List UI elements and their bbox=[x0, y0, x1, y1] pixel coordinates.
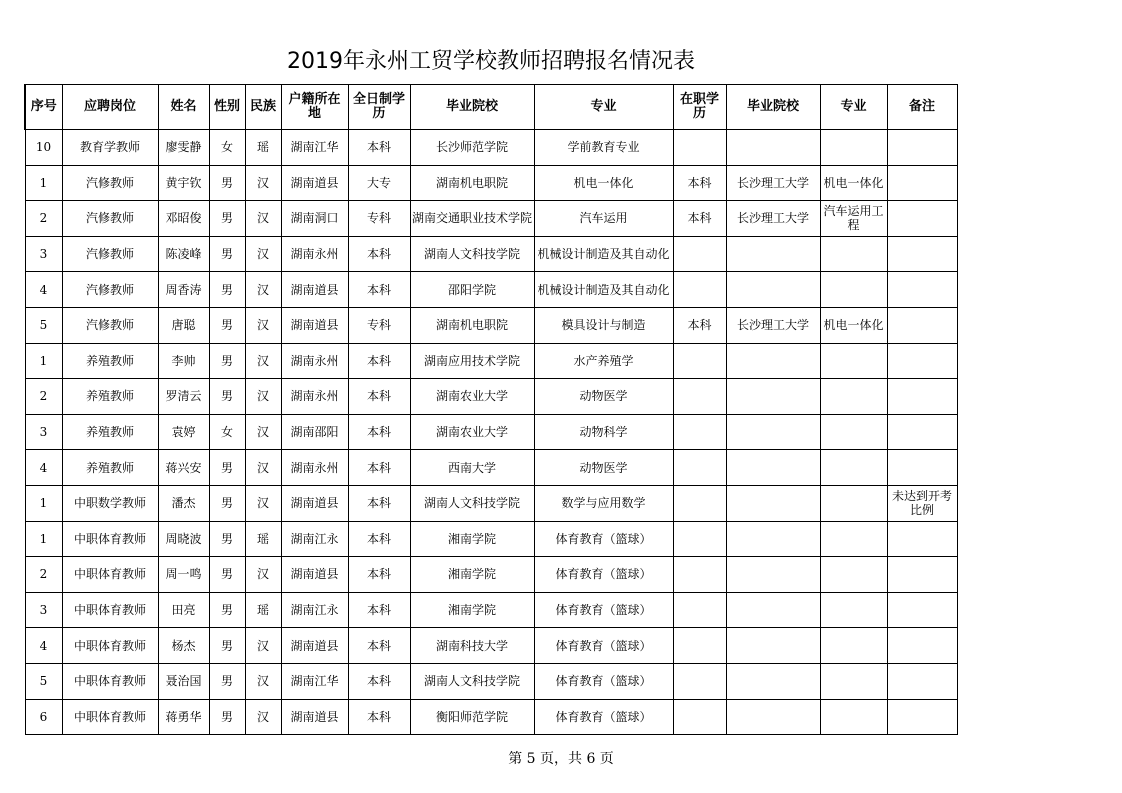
table-cell: 汉 bbox=[245, 663, 281, 699]
column-header: 性别 bbox=[209, 85, 245, 130]
table-cell: 湖南道县 bbox=[281, 628, 348, 664]
table-row bbox=[25, 663, 957, 699]
table-cell bbox=[726, 699, 820, 735]
table-cell bbox=[887, 379, 957, 415]
table-cell: 李帅 bbox=[158, 343, 209, 379]
table-row bbox=[25, 521, 957, 557]
table-cell: 动物医学 bbox=[534, 379, 673, 415]
table-cell bbox=[820, 450, 887, 486]
table-cell bbox=[726, 557, 820, 593]
table-cell bbox=[820, 628, 887, 664]
table-cell: 湖南应用技术学院 bbox=[410, 343, 534, 379]
table-cell: 湖南道县 bbox=[281, 307, 348, 343]
table-cell: 体育教育（篮球） bbox=[534, 699, 673, 735]
table-row bbox=[25, 592, 957, 628]
table-cell: 陈凌峰 bbox=[158, 236, 209, 272]
table-cell: 汉 bbox=[245, 201, 281, 237]
table-cell: 学前教育专业 bbox=[534, 130, 673, 166]
table-row bbox=[25, 165, 957, 201]
table-cell bbox=[673, 592, 726, 628]
table-cell: 专科 bbox=[348, 201, 410, 237]
table-cell: 男 bbox=[209, 343, 245, 379]
table-cell bbox=[820, 592, 887, 628]
table-cell: 4 bbox=[25, 272, 62, 308]
table-cell: 汽修教师 bbox=[62, 236, 158, 272]
table-cell: 杨杰 bbox=[158, 628, 209, 664]
table-cell: 湖南江永 bbox=[281, 521, 348, 557]
table-cell: 湖南永州 bbox=[281, 379, 348, 415]
table-cell bbox=[820, 236, 887, 272]
table-cell: 黄宇钦 bbox=[158, 165, 209, 201]
table-cell bbox=[726, 628, 820, 664]
table-cell bbox=[887, 663, 957, 699]
table-cell: 1 bbox=[25, 165, 62, 201]
column-header: 应聘岗位 bbox=[62, 85, 158, 130]
table-cell bbox=[887, 628, 957, 664]
table-cell bbox=[887, 236, 957, 272]
table-cell: 6 bbox=[25, 699, 62, 735]
table-cell bbox=[887, 130, 957, 166]
column-header: 毕业院校 bbox=[410, 85, 534, 130]
table-cell: 4 bbox=[25, 450, 62, 486]
table-row bbox=[25, 272, 957, 308]
table-cell: 汉 bbox=[245, 165, 281, 201]
table-cell: 本科 bbox=[348, 272, 410, 308]
table-cell bbox=[820, 485, 887, 521]
table-cell: 湖南机电职院 bbox=[410, 165, 534, 201]
table-cell bbox=[673, 343, 726, 379]
table-cell: 本科 bbox=[348, 663, 410, 699]
table-cell bbox=[726, 663, 820, 699]
table-cell bbox=[673, 379, 726, 415]
column-header: 民族 bbox=[245, 85, 281, 130]
table-cell: 湖南道县 bbox=[281, 699, 348, 735]
table-cell: 3 bbox=[25, 236, 62, 272]
table-cell: 汽车运用工程 bbox=[820, 201, 887, 237]
table-cell: 周一鸣 bbox=[158, 557, 209, 593]
table-cell: 男 bbox=[209, 307, 245, 343]
table-cell: 汉 bbox=[245, 485, 281, 521]
column-header: 备注 bbox=[887, 85, 957, 130]
table-cell: 湖南道县 bbox=[281, 272, 348, 308]
table-cell: 湖南农业大学 bbox=[410, 379, 534, 415]
table-row bbox=[25, 450, 957, 486]
table-cell: 2 bbox=[25, 201, 62, 237]
table-cell: 男 bbox=[209, 272, 245, 308]
table-cell: 邓昭俊 bbox=[158, 201, 209, 237]
table-cell: 湖南农业大学 bbox=[410, 414, 534, 450]
table-cell: 汉 bbox=[245, 699, 281, 735]
table-row bbox=[25, 379, 957, 415]
table-cell: 汉 bbox=[245, 343, 281, 379]
table-cell: 廖雯静 bbox=[158, 130, 209, 166]
table-cell: 本科 bbox=[673, 307, 726, 343]
table-cell: 长沙师范学院 bbox=[410, 130, 534, 166]
table-cell: 湖南江华 bbox=[281, 130, 348, 166]
table-cell bbox=[673, 557, 726, 593]
table-cell: 汽修教师 bbox=[62, 272, 158, 308]
table-cell bbox=[887, 450, 957, 486]
table-cell bbox=[726, 272, 820, 308]
table-cell: 本科 bbox=[348, 557, 410, 593]
table-cell: 本科 bbox=[348, 379, 410, 415]
table-cell bbox=[673, 450, 726, 486]
table-cell: 男 bbox=[209, 201, 245, 237]
table-cell: 男 bbox=[209, 450, 245, 486]
table-cell: 模具设计与制造 bbox=[534, 307, 673, 343]
table-cell: 湖南道县 bbox=[281, 557, 348, 593]
table-cell: 本科 bbox=[348, 628, 410, 664]
table-cell: 男 bbox=[209, 557, 245, 593]
table-cell: 汽车运用 bbox=[534, 201, 673, 237]
table-cell: 5 bbox=[25, 307, 62, 343]
table-cell bbox=[726, 130, 820, 166]
table-cell bbox=[673, 272, 726, 308]
table-cell bbox=[726, 592, 820, 628]
table-cell: 湖南永州 bbox=[281, 343, 348, 379]
table-cell: 湖南道县 bbox=[281, 485, 348, 521]
table-cell: 1 bbox=[25, 521, 62, 557]
header-row bbox=[25, 85, 957, 130]
table-cell: 汉 bbox=[245, 414, 281, 450]
page-footer: 第 5 页，共 6 页 bbox=[508, 751, 614, 767]
table-body bbox=[25, 130, 957, 735]
table-cell: 中职体育教师 bbox=[62, 699, 158, 735]
table-cell: 本科 bbox=[348, 521, 410, 557]
column-header: 毕业院校 bbox=[726, 85, 820, 130]
table-cell: 中职体育教师 bbox=[62, 663, 158, 699]
table-cell: 湖南永州 bbox=[281, 450, 348, 486]
table-cell: 养殖教师 bbox=[62, 450, 158, 486]
table-cell bbox=[673, 236, 726, 272]
table-row bbox=[25, 343, 957, 379]
table-cell: 汉 bbox=[245, 557, 281, 593]
table-cell: 机械设计制造及其自动化 bbox=[534, 272, 673, 308]
table-cell: 潘杰 bbox=[158, 485, 209, 521]
table-cell: 动物科学 bbox=[534, 414, 673, 450]
table-cell: 西南大学 bbox=[410, 450, 534, 486]
table-cell bbox=[887, 699, 957, 735]
table-cell: 中职体育教师 bbox=[62, 521, 158, 557]
applicant-table bbox=[24, 84, 958, 735]
table-cell: 女 bbox=[209, 130, 245, 166]
table-cell: 本科 bbox=[348, 592, 410, 628]
table-cell bbox=[673, 130, 726, 166]
table-cell bbox=[820, 343, 887, 379]
table-cell bbox=[820, 130, 887, 166]
table-cell bbox=[673, 663, 726, 699]
table-cell: 汉 bbox=[245, 307, 281, 343]
page-title: 2019年永州工贸学校教师招聘报名情况表 bbox=[287, 49, 695, 74]
table-cell bbox=[726, 521, 820, 557]
table-cell: 本科 bbox=[348, 699, 410, 735]
table-cell: 湖南江华 bbox=[281, 663, 348, 699]
table-cell: 汉 bbox=[245, 236, 281, 272]
table-cell bbox=[673, 699, 726, 735]
table-cell: 瑶 bbox=[245, 592, 281, 628]
table-cell: 养殖教师 bbox=[62, 414, 158, 450]
table-cell: 湘南学院 bbox=[410, 521, 534, 557]
table-cell: 机械设计制造及其自动化 bbox=[534, 236, 673, 272]
table-cell: 蒋兴安 bbox=[158, 450, 209, 486]
table-cell: 男 bbox=[209, 236, 245, 272]
table-cell: 养殖教师 bbox=[62, 379, 158, 415]
table-cell bbox=[887, 521, 957, 557]
table-cell: 1 bbox=[25, 343, 62, 379]
table-cell: 本科 bbox=[348, 485, 410, 521]
table-cell: 聂治国 bbox=[158, 663, 209, 699]
table-cell: 动物医学 bbox=[534, 450, 673, 486]
table-cell: 长沙理工大学 bbox=[726, 165, 820, 201]
table-cell: 汉 bbox=[245, 450, 281, 486]
table-cell: 湘南学院 bbox=[410, 592, 534, 628]
table-cell bbox=[820, 663, 887, 699]
table-cell: 本科 bbox=[348, 130, 410, 166]
table-cell: 男 bbox=[209, 592, 245, 628]
table-cell bbox=[887, 343, 957, 379]
table-cell: 2 bbox=[25, 557, 62, 593]
table-row bbox=[25, 485, 957, 521]
table-cell: 2 bbox=[25, 379, 62, 415]
table-cell: 养殖教师 bbox=[62, 343, 158, 379]
table-cell: 本科 bbox=[348, 414, 410, 450]
table-cell: 男 bbox=[209, 485, 245, 521]
table-cell: 男 bbox=[209, 663, 245, 699]
table-cell: 唐聪 bbox=[158, 307, 209, 343]
table-cell: 蒋勇华 bbox=[158, 699, 209, 735]
table-cell: 湖南道县 bbox=[281, 165, 348, 201]
table-cell: 周晓波 bbox=[158, 521, 209, 557]
table-cell: 未达到开考比例 bbox=[887, 485, 957, 521]
table-cell: 数学与应用数学 bbox=[534, 485, 673, 521]
table-cell: 男 bbox=[209, 165, 245, 201]
table-cell: 中职体育教师 bbox=[62, 592, 158, 628]
table-cell: 女 bbox=[209, 414, 245, 450]
table-cell bbox=[887, 272, 957, 308]
table-cell: 本科 bbox=[348, 343, 410, 379]
table-cell: 湖南永州 bbox=[281, 236, 348, 272]
table-cell: 机电一体化 bbox=[820, 307, 887, 343]
table-cell bbox=[887, 592, 957, 628]
table-cell: 汽修教师 bbox=[62, 165, 158, 201]
table-cell: 男 bbox=[209, 379, 245, 415]
table-cell bbox=[726, 485, 820, 521]
table-cell: 本科 bbox=[348, 450, 410, 486]
table-cell bbox=[726, 343, 820, 379]
table-row bbox=[25, 414, 957, 450]
table-cell: 湖南科技大学 bbox=[410, 628, 534, 664]
table-cell: 长沙理工大学 bbox=[726, 307, 820, 343]
table-cell bbox=[887, 307, 957, 343]
table-cell: 中职体育教师 bbox=[62, 557, 158, 593]
table-cell: 机电一体化 bbox=[820, 165, 887, 201]
column-header: 专业 bbox=[534, 85, 673, 130]
table-cell: 湖南邵阳 bbox=[281, 414, 348, 450]
table-cell bbox=[673, 521, 726, 557]
table-cell bbox=[820, 521, 887, 557]
table-cell: 汽修教师 bbox=[62, 201, 158, 237]
table-cell: 湖南交通职业技术学院 bbox=[410, 201, 534, 237]
table-cell: 瑶 bbox=[245, 521, 281, 557]
table-cell: 湖南人文科技学院 bbox=[410, 236, 534, 272]
table-cell: 湖南人文科技学院 bbox=[410, 485, 534, 521]
table-cell bbox=[726, 414, 820, 450]
table-cell: 湖南机电职院 bbox=[410, 307, 534, 343]
table-cell: 体育教育（篮球） bbox=[534, 628, 673, 664]
table-cell: 瑶 bbox=[245, 130, 281, 166]
table-cell: 体育教育（篮球） bbox=[534, 521, 673, 557]
table-cell: 5 bbox=[25, 663, 62, 699]
table-row bbox=[25, 201, 957, 237]
table-cell: 男 bbox=[209, 699, 245, 735]
column-header: 姓名 bbox=[158, 85, 209, 130]
table-cell: 机电一体化 bbox=[534, 165, 673, 201]
column-header: 专业 bbox=[820, 85, 887, 130]
table-cell bbox=[820, 699, 887, 735]
table-row bbox=[25, 557, 957, 593]
table-cell: 湖南洞口 bbox=[281, 201, 348, 237]
table-cell: 汽修教师 bbox=[62, 307, 158, 343]
table-cell bbox=[820, 414, 887, 450]
table-cell bbox=[820, 379, 887, 415]
table-cell: 湖南江永 bbox=[281, 592, 348, 628]
column-header: 在职学历 bbox=[673, 85, 726, 130]
table-cell: 邵阳学院 bbox=[410, 272, 534, 308]
table-cell bbox=[820, 272, 887, 308]
table-cell: 袁婷 bbox=[158, 414, 209, 450]
table-cell: 男 bbox=[209, 521, 245, 557]
table-cell: 体育教育（篮球） bbox=[534, 663, 673, 699]
table-cell bbox=[673, 628, 726, 664]
table-row bbox=[25, 307, 957, 343]
table-cell: 田亮 bbox=[158, 592, 209, 628]
table-cell: 衡阳师范学院 bbox=[410, 699, 534, 735]
table-cell: 大专 bbox=[348, 165, 410, 201]
table-cell: 本科 bbox=[348, 236, 410, 272]
table-cell: 1 bbox=[25, 485, 62, 521]
table-cell bbox=[887, 414, 957, 450]
table-cell: 汉 bbox=[245, 628, 281, 664]
table-cell: 湖南人文科技学院 bbox=[410, 663, 534, 699]
table-cell: 周香涛 bbox=[158, 272, 209, 308]
table-cell: 专科 bbox=[348, 307, 410, 343]
table-cell: 体育教育（篮球） bbox=[534, 592, 673, 628]
table-cell: 湘南学院 bbox=[410, 557, 534, 593]
column-header: 序号 bbox=[25, 85, 62, 130]
table-cell bbox=[726, 450, 820, 486]
column-header: 全日制学历 bbox=[348, 85, 410, 130]
table-cell: 10 bbox=[25, 130, 62, 166]
table-cell: 3 bbox=[25, 414, 62, 450]
table-cell: 汉 bbox=[245, 272, 281, 308]
table-cell: 汉 bbox=[245, 379, 281, 415]
table-cell bbox=[673, 485, 726, 521]
table-cell bbox=[726, 236, 820, 272]
table-row bbox=[25, 628, 957, 664]
table-cell bbox=[887, 557, 957, 593]
table-cell: 本科 bbox=[673, 201, 726, 237]
table-cell: 本科 bbox=[673, 165, 726, 201]
table-cell: 教育学教师 bbox=[62, 130, 158, 166]
table-cell: 男 bbox=[209, 628, 245, 664]
table-cell bbox=[887, 201, 957, 237]
table-cell: 长沙理工大学 bbox=[726, 201, 820, 237]
table-cell: 罗清云 bbox=[158, 379, 209, 415]
table-cell bbox=[820, 557, 887, 593]
table-cell: 4 bbox=[25, 628, 62, 664]
table-row bbox=[25, 699, 957, 735]
table-cell: 3 bbox=[25, 592, 62, 628]
table-cell bbox=[887, 165, 957, 201]
table-row bbox=[25, 236, 957, 272]
table-row bbox=[25, 130, 957, 166]
column-header: 户籍所在地 bbox=[281, 85, 348, 130]
table-cell: 水产养殖学 bbox=[534, 343, 673, 379]
table-cell: 体育教育（篮球） bbox=[534, 557, 673, 593]
table-cell bbox=[726, 379, 820, 415]
table-cell: 中职数学教师 bbox=[62, 485, 158, 521]
table-cell bbox=[673, 414, 726, 450]
table-cell: 中职体育教师 bbox=[62, 628, 158, 664]
